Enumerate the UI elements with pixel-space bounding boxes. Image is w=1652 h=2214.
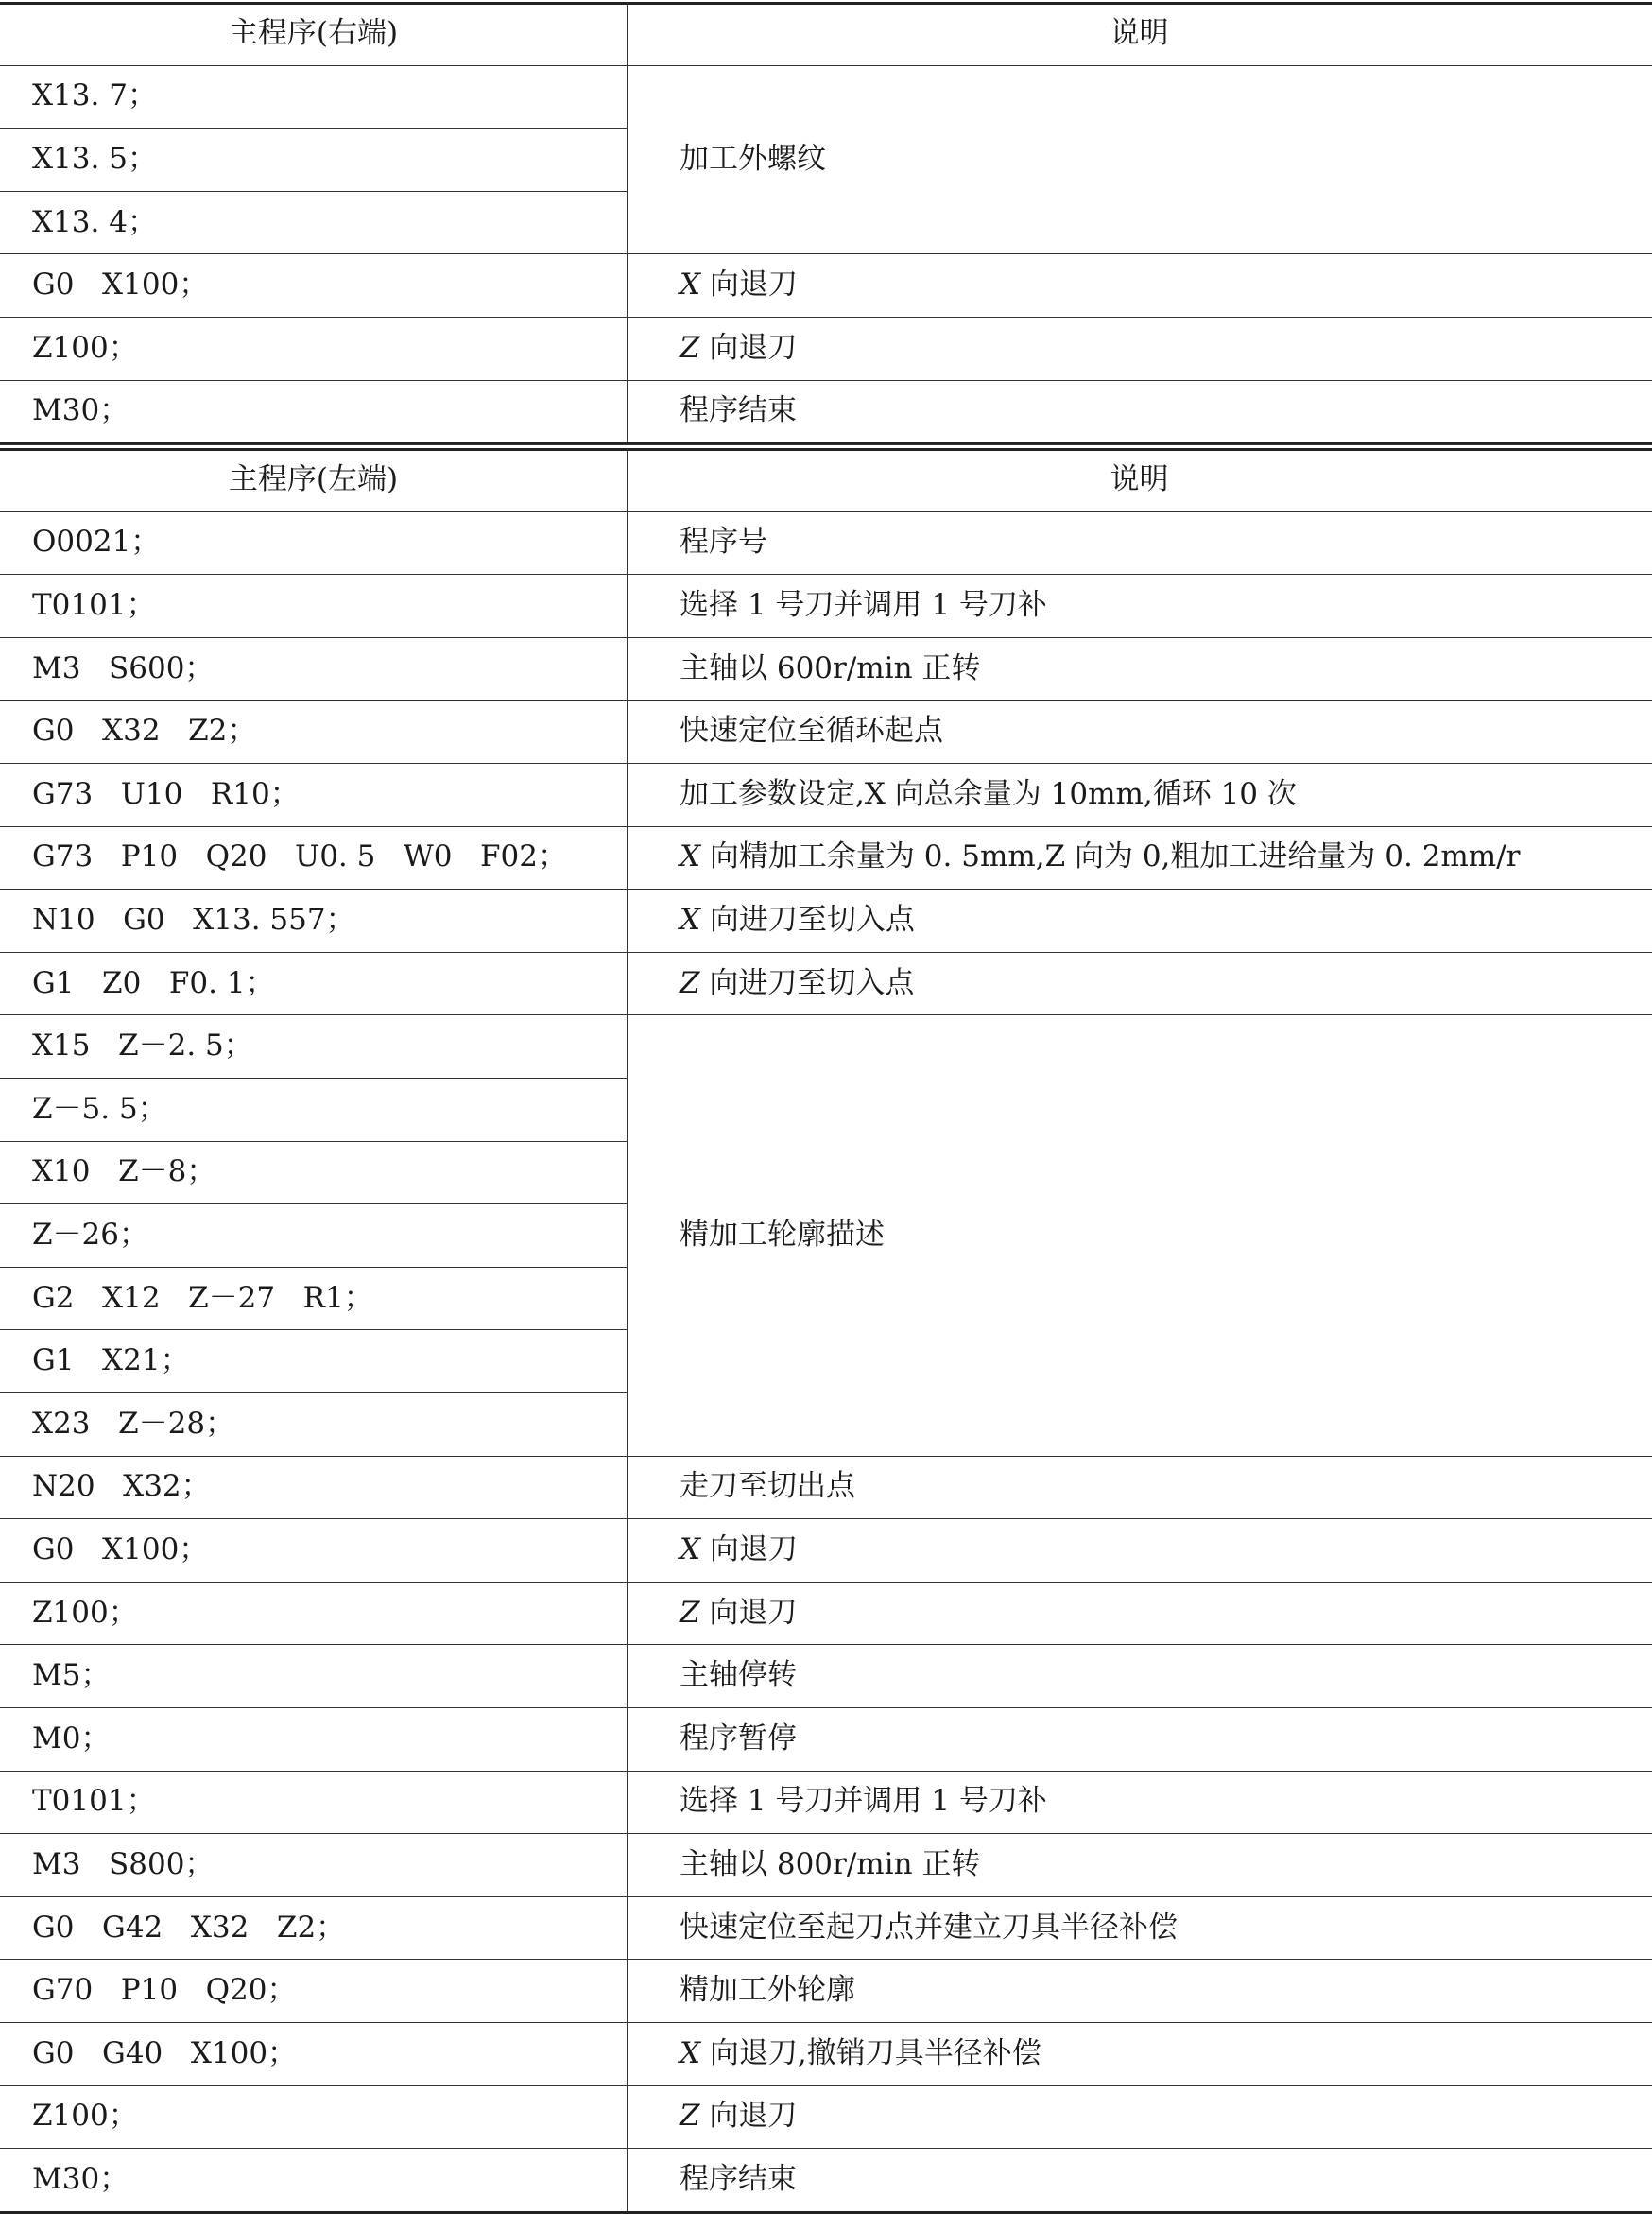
code-cell: G0 X100；	[32, 268, 209, 303]
code-cell: Z100；	[32, 330, 138, 365]
note-cell: 精加工外轮廓	[680, 1973, 855, 2008]
code-cell: Z－5. 5；	[32, 1091, 167, 1126]
code-cell: G0 X32 Z2；	[32, 714, 257, 749]
code-cell: G2 X12 Z－27 R1；	[32, 1280, 373, 1315]
table-row	[0, 1833, 1652, 1896]
table-row	[0, 1267, 1652, 1330]
table-row	[0, 700, 1652, 763]
code-cell: G0 X100；	[32, 1531, 209, 1566]
program-table-1	[0, 2, 1652, 442]
code-cell: G0 G42 X32 Z2；	[32, 1910, 346, 1945]
note-cell: 主轴以 800r/min 正转	[680, 1846, 981, 1881]
code-cell: N20 X32；	[32, 1469, 211, 1504]
note-cell: Z 向进刀至切入点	[680, 965, 915, 1000]
table-row	[0, 1141, 1652, 1204]
column-divider	[627, 2, 628, 442]
axis-letter: X	[680, 839, 701, 874]
table-row	[0, 1392, 1652, 1456]
code-cell: X13. 5；	[32, 141, 157, 176]
column-divider	[627, 448, 628, 2211]
code-cell: M5；	[32, 1658, 111, 1693]
table-header-row	[0, 2, 1652, 65]
table-row	[0, 637, 1652, 701]
note-cell: 加工外螺纹	[680, 141, 826, 176]
table-row	[0, 1078, 1652, 1141]
table-row	[0, 128, 1652, 191]
table-row	[0, 511, 1652, 575]
note-cell: 主轴停转	[680, 1658, 797, 1693]
table-row	[0, 1582, 1652, 1645]
table-row	[0, 253, 1652, 317]
axis-letter: Z	[680, 965, 700, 1000]
code-cell: T0101；	[32, 1784, 156, 1819]
code-cell: M3 S600；	[32, 650, 215, 685]
note-cell: 程序结束	[680, 2161, 797, 2196]
header-note: 说明	[1110, 461, 1169, 496]
axis-letter: Z	[680, 2099, 700, 2134]
table-row	[0, 317, 1652, 380]
note-cell: X 向进刀至切入点	[680, 902, 915, 937]
table-row	[0, 1707, 1652, 1771]
code-cell: T0101；	[32, 587, 156, 622]
note-cell: 选择 1 号刀并调用 1 号刀补	[680, 1784, 1047, 1819]
table-header-row	[0, 448, 1652, 511]
table-row	[0, 2022, 1652, 2085]
note-cell: Z 向退刀	[680, 1595, 798, 1630]
note-cell: 加工参数设定,X 向总余量为 10mm,循环 10 次	[680, 776, 1297, 811]
table-row	[0, 1644, 1652, 1707]
table-row	[0, 889, 1652, 952]
code-cell: G1 Z0 F0. 1；	[32, 965, 275, 1000]
table-row	[0, 380, 1652, 443]
note-cell: X 向精加工余量为 0. 5mm,Z 向为 0,粗加工进给量为 0. 2mm/r	[680, 839, 1521, 874]
table-row	[0, 1456, 1652, 1519]
table-row	[0, 2148, 1652, 2211]
table-row	[0, 1518, 1652, 1582]
axis-letter: X	[680, 902, 701, 937]
code-cell: O0021；	[32, 525, 161, 560]
table-top-rule	[0, 2, 1652, 5]
header-program: 主程序(左端)	[228, 461, 399, 496]
code-cell: Z100；	[32, 1595, 138, 1630]
code-cell: Z－26；	[32, 1217, 148, 1252]
table-row	[0, 191, 1652, 254]
note-cell: 走刀至切出点	[680, 1469, 855, 1504]
table-row	[0, 1203, 1652, 1267]
code-cell: Z100；	[32, 2099, 138, 2134]
table-row	[0, 1959, 1652, 2022]
header-program: 主程序(右端)	[228, 15, 399, 50]
code-cell: M30；	[32, 2161, 129, 2196]
code-cell: X13. 4；	[32, 204, 157, 239]
axis-letter: Z	[680, 330, 700, 365]
code-cell: M0；	[32, 1721, 111, 1756]
note-cell: 程序结束	[680, 393, 797, 428]
note-cell: Z 向退刀	[680, 2099, 798, 2134]
code-cell: G70 P10 Q20；	[32, 1973, 297, 2008]
header-note: 说明	[1110, 15, 1169, 50]
code-cell: G73 P10 Q20 U0. 5 W0 F02；	[32, 839, 568, 874]
code-cell: G1 X21；	[32, 1343, 190, 1378]
axis-letter: X	[680, 1531, 701, 1566]
program-table-2	[0, 448, 1652, 2211]
table-row	[0, 574, 1652, 637]
code-cell: N10 G0 X13. 557；	[32, 902, 355, 937]
axis-letter: Z	[680, 1595, 700, 1630]
note-cell: 程序暂停	[680, 1721, 797, 1756]
note-cell: 主轴以 600r/min 正转	[680, 650, 981, 685]
table-row	[0, 1896, 1652, 1960]
table-bottom-rule	[0, 2211, 1652, 2214]
code-cell: X10 Z－8；	[32, 1154, 216, 1189]
note-cell: 精加工轮廓描述	[680, 1217, 885, 1252]
code-cell: X13. 7；	[32, 78, 157, 113]
code-cell: M30；	[32, 393, 129, 428]
note-cell: Z 向退刀	[680, 330, 798, 365]
table-row	[0, 952, 1652, 1015]
table-top-rule	[0, 448, 1652, 451]
code-cell: M3 S800；	[32, 1846, 215, 1881]
code-cell: G0 G40 X100；	[32, 2035, 298, 2070]
axis-letter: X	[680, 2035, 701, 2070]
code-cell: X15 Z－2. 5；	[32, 1029, 253, 1064]
table-row	[0, 1329, 1652, 1392]
table-row	[0, 826, 1652, 890]
table-row	[0, 763, 1652, 826]
table-row	[0, 2085, 1652, 2149]
note-cell: X 向退刀	[680, 268, 798, 303]
note-cell: X 向退刀,撤销刀具半径补偿	[680, 2035, 1041, 2070]
note-cell: 选择 1 号刀并调用 1 号刀补	[680, 587, 1047, 622]
note-cell: 快速定位至循环起点	[680, 714, 943, 749]
code-cell: G73 U10 R10；	[32, 776, 300, 811]
axis-letter: X	[680, 268, 701, 303]
note-cell: X 向退刀	[680, 1531, 798, 1566]
note-cell: 程序号	[680, 525, 767, 560]
section-separator	[0, 444, 1652, 445]
note-cell: 快速定位至起刀点并建立刀具半径补偿	[680, 1910, 1178, 1945]
table-row	[0, 1771, 1652, 1834]
code-cell: X23 Z－28；	[32, 1406, 235, 1441]
